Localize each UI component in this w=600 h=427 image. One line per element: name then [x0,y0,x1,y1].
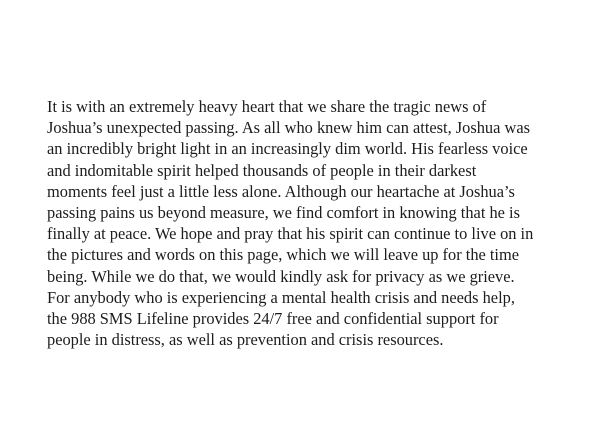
statement-line: the pictures and words on this page, which we will leave up for the time [47,245,520,265]
statement-line: people in distress, as well as prevention and crisis resources. [47,330,444,350]
statement-line: passing pains us beyond measure, we find comfort in knowing that he is [47,203,520,223]
statement-line: It is with an extremely heavy heart that we share the tragic news of [47,97,487,116]
statement-line: an incredibly bright light in an increasingly dim world. His fearless voice [47,139,528,159]
statement-line: being. While we do that, we would kindly ask for privacy as we grieve. [47,266,515,286]
statement-line: finally at peace. We hope and pray that his spirit can continue to live on in [47,224,534,244]
statement-line: For anybody who is experiencing a mental health crisis and needs help, [47,287,515,307]
statement-line: the 988 SMS Lifeline provides 24/7 free and confidential support for [47,309,499,329]
statement-line: Joshua’s unexpected passing. As all who knew him can attest, Joshua was [47,118,530,138]
statement-paragraph [47,96,587,350]
statement-line: and indomitable spirit helped thousands of people in their darkest [47,160,477,180]
statement-line: moments feel just a little less alone. Although our heartache at Joshua’s [47,181,515,201]
